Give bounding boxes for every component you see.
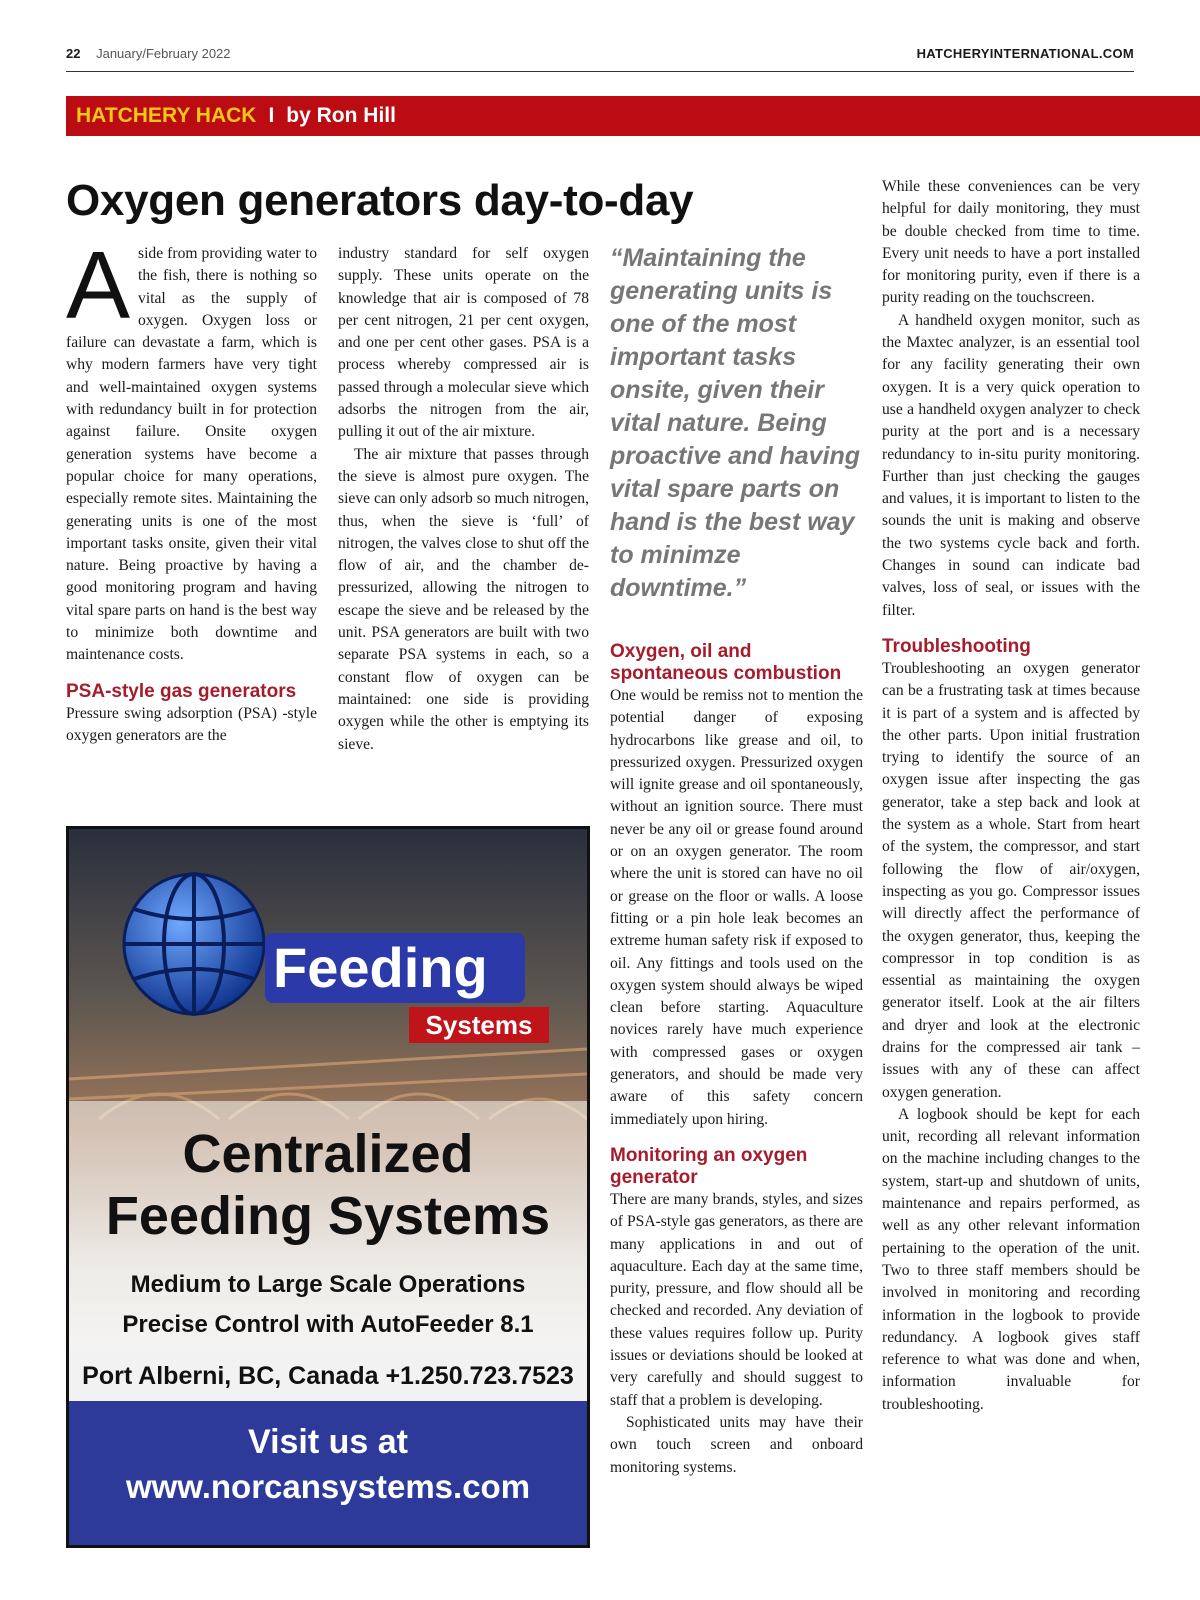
column-3 bbox=[610, 242, 863, 1562]
paragraph: Troubleshooting an oxygen generator can be a frustrating task at times because it is part of a system and is affected by the other parts. Upon initial frustration trying to identify the source of an oxygen issue after inspecting the gas generator, take a step back and look at the system as a whole. Start from heart of the system, the compressor, and start following the flow of air/oxygen, inspecting as you go. Compressor issues will directly affect the performance of the oxygen generator, thus, keeping the compressor in top condition is as essential as maintaining the oxygen generator itself. Look at the air filters and dryer and look at the electronic drains for the compressed air tank – issues with any of these can affect oxygen generation. bbox=[882, 659, 1140, 1101]
banner-separator: I bbox=[268, 104, 275, 127]
subhead-troubleshooting: Troubleshooting bbox=[882, 635, 1031, 657]
issue-date: January/February 2022 bbox=[96, 46, 231, 61]
ad-tagline-2: Precise Control with AutoFeeder 8.1 bbox=[122, 1311, 534, 1338]
subhead-combustion: Oxygen, oil and spontaneous combustion bbox=[610, 641, 842, 684]
subhead-monitoring: Monitoring an oxygen generator bbox=[610, 1144, 808, 1188]
ad-headline-1: Centralized bbox=[182, 1124, 474, 1184]
paragraph: The air mixture that passes through the sieve is almost pure oxygen. The sieve can only adsorb so much nitrogen, thus, when the sieve is ‘full’ of nitrogen, the valves close to shut off the flow of air, and the chamber de-pressurized, allowing the nitrogen to escape the sieve and be released by the unit. PSA generators are built with two separate PSA systems in each, so a constant flow of oxygen can be maintained: one side is providing oxygen while the other is emptying its sieve. bbox=[338, 445, 589, 753]
ad-brand-sub: Systems bbox=[409, 1007, 549, 1043]
section-banner bbox=[66, 96, 1200, 136]
paragraph: Sophisticated units may have their own touch screen and onboard monitoring systems. bbox=[610, 1413, 863, 1476]
column-4 bbox=[882, 176, 1140, 1566]
advertisement[interactable] bbox=[66, 826, 590, 1548]
intro-text: side from providing water to the fish, there is nothing so vital as the supply of oxygen. Oxygen loss or failure can devastate a farm, which is why modern farmers have very tight and well-maintained oxygen systems with redundancy built in for protection against failure. Onsite oxygen generation systems have become a popular choice for many operations, especially remote sites. Maintaining the generating units is one of the most important tasks onsite, given their vital nature. Being proactive by having a good monitoring program and having vital spare parts on hand is the best way to minimize both downtime and maintenance costs. bbox=[66, 245, 317, 664]
drop-cap: A bbox=[66, 232, 131, 339]
globe-logo-icon bbox=[119, 869, 269, 1019]
intro-paragraph bbox=[66, 232, 317, 667]
pull-quote: “Maintaining the generating units is one of the most important tasks onsite, given their vital nature. Being proactive and having vital spare parts on hand is the best way to minimze downtime.” bbox=[610, 244, 861, 602]
paragraph: A handheld oxygen monitor, such as the Maxtec analyzer, is an essential tool for any facility generating their own oxygen. It is a very quick operation to use a handheld oxygen analyzer to check purity at the port and is a necessary redundancy to in-situ purity monitoring. Further than just checking the gauges and values, it is important to listen to the sounds the unit is making and observe the two systems cycle back and forth. Changes in sound can indicate bad valves, loss of seal, or issues with the filter. bbox=[882, 311, 1140, 619]
paragraph: A logbook should be kept for each unit, recording all relevant information on the machine including changes to the system, start-up and shutdown of units, maintenance and repairs performed, as well as any other relevant information pertaining to the operation of the unit. Two to three staff members should be involved in monitoring and recording information in the logbook to provide redundancy. A logbook gives staff reference to what was done and when, information invaluable for troubleshooting. bbox=[882, 1105, 1140, 1413]
ad-brand-name: Feeding bbox=[265, 933, 525, 1003]
column-1 bbox=[66, 232, 317, 803]
paragraph: While these conveniences can be very helpful for daily monitoring, they must be double checked from time to time. Every unit needs to have a port installed for monitoring purity, even if there is a purity reading on the touchscreen. bbox=[882, 178, 1140, 307]
ad-website-link[interactable]: www.norcansystems.com bbox=[125, 1468, 531, 1505]
paragraph: There are many brands, styles, and sizes of PSA-style gas generators, as there are many applications in and out of aquaculture. Each day at the same time, purity, pressure, and flow should all be checked and recorded. Any deviation of these values requires follow up. Purity issues or deviations should be looked at very carefully and should suggest to staff that a problem is developing. bbox=[610, 1190, 863, 1409]
ad-visit-panel[interactable] bbox=[69, 1401, 587, 1548]
page-header bbox=[66, 46, 1134, 72]
paragraph: One would be remiss not to mention the potential danger of exposing hydrocarbons like grease and oil, to pressurized oxygen. Pressurized oxygen will ignite grease and oil spontaneously, without an ignition source. There must never be any oil or grease found around or on an oxygen generator. The room where the unit is stored can have no oil or grease on the floor or walls. A loose fitting or a pin hole leak becomes an extreme human safety risk if exposed to oil. Any fittings and tools used on the oxygen system should always be wiped clean before starting. Aquaculture novices rarely have much experience with compressed gases or oxygen generators, and should be made very aware of this safety concern immediately upon hiring. bbox=[610, 687, 863, 1128]
page-number: 22 bbox=[66, 46, 81, 61]
paragraph: industry standard for self oxygen supply. These units operate on the knowledge that air is composed of 78 per cent nitrogen, 21 per cent oxygen, and one per cent other gases. PSA is a process whereby compressed air is passed through a molecular sieve which adsorbs the nitrogen from the air, pulling it out of the air mixture. bbox=[338, 245, 589, 441]
ad-tagline-1: Medium to Large Scale Operations bbox=[130, 1271, 526, 1298]
ad-contact: Port Alberni, BC, Canada +1.250.723.7523 bbox=[69, 1351, 587, 1401]
paragraph: Pressure swing adsorption (PSA) -style oxygen generators are the bbox=[66, 704, 317, 744]
column-2 bbox=[338, 243, 589, 803]
site-url[interactable]: HATCHERYINTERNATIONAL.COM bbox=[916, 46, 1134, 61]
article-headline: Oxygen generators day-to-day bbox=[66, 176, 694, 225]
ad-headline-2: Feeding Systems bbox=[105, 1186, 551, 1246]
author-byline: by Ron Hill bbox=[286, 104, 396, 127]
ad-visit-label: Visit us at bbox=[248, 1423, 408, 1461]
subhead-psa: PSA-style gas generators bbox=[66, 680, 297, 702]
section-label: HATCHERY HACK bbox=[76, 104, 257, 127]
